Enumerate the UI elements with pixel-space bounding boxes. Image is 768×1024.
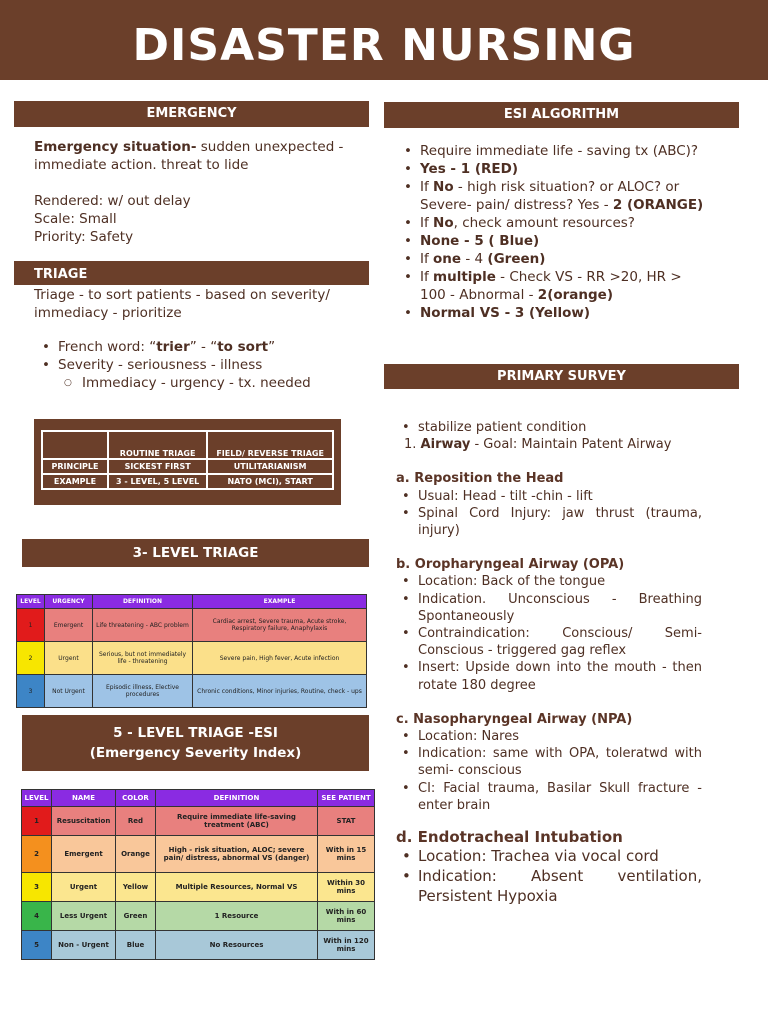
three-level-header: 3- LEVEL TRIAGE: [22, 539, 369, 567]
definition-cell: Episodic illness, Elective procedures: [93, 675, 193, 708]
list-item: • Location: Trachea via vocal cord: [396, 846, 702, 866]
triage-compare-table: [34, 419, 341, 505]
list-item: • Indication: Absent ventilation, Persistent Hypoxia: [396, 866, 702, 906]
esi-item: • Yes - 1 (RED): [398, 160, 704, 178]
table-row: [22, 807, 375, 836]
triage-french: • French word: “trier” - “to sort”: [36, 338, 354, 356]
list-item: • Usual: Head - tilt -chin - lift: [396, 488, 702, 505]
name-cell: Less Urgent: [52, 902, 116, 931]
color-cell: Red: [116, 807, 156, 836]
section-d-title: d. Endotracheal Intubation: [396, 828, 623, 847]
section-c-list: [396, 728, 702, 814]
table-row: PRINCIPLE SICKEST FIRST UTILITARIANISM: [42, 459, 333, 474]
example-cell: Chronic conditions, Minor injuries, Routine, check - ups: [193, 675, 367, 708]
triage-severity: • Severity - seriousness - illness: [36, 356, 354, 374]
emergency-term: Emergency situation-: [34, 139, 197, 155]
triage-header: [14, 261, 369, 285]
see-patient-cell: With in 60 mins: [318, 902, 375, 931]
title-banner: [0, 0, 768, 80]
table-row: [22, 931, 375, 960]
triage-immediacy: ○ Immediacy - urgency - tx. needed: [60, 374, 354, 392]
section-d-list: [396, 846, 702, 906]
section-a-list: [396, 488, 702, 540]
see-patient-cell: STAT: [318, 807, 375, 836]
esi-item: • If multiple - Check VS - RR >20, HR > 100 - Abnormal - 2(orange): [398, 268, 704, 304]
table-row: EXAMPLE 3 - LEVEL, 5 LEVEL NATO (MCI), START: [42, 474, 333, 489]
definition-cell: Multiple Resources, Normal VS: [156, 873, 318, 902]
level-cell: 2: [17, 642, 45, 675]
stabilize-item: • stabilize patient condition: [396, 419, 702, 436]
definition-cell: Life threatening - ABC problem: [93, 609, 193, 642]
see-patient-cell: With in 15 mins: [318, 836, 375, 873]
table-row: [22, 873, 375, 902]
color-cell: Blue: [116, 931, 156, 960]
three-level-table: LEVEL URGENCY DEFINITION EXAMPLE 1 Emergent Life threatening - ABC problem Cardiac arrest, Severe trauma, Acute stroke, Respiratory failure, Anaphylaxis 2 Urgent Serious, but not immediately life - threatening Severe pain, High fever, Acute infection 3 Not Urgent Episodic illness, Elective procedures Chronic conditions, Minor injuries, Routine, check - ups: [16, 594, 367, 708]
list-item: • Contraindication: Conscious/ Semi- Conscious - triggered gag reflex: [396, 625, 702, 659]
page-title: DISASTER NURSING: [132, 20, 636, 71]
esi-item: • Normal VS - 3 (Yellow): [398, 304, 704, 322]
list-item: • Indication. Unconscious - Breathing Spontaneously: [396, 591, 702, 625]
table-row: [17, 642, 367, 675]
color-cell: Green: [116, 902, 156, 931]
triage-body: [34, 286, 354, 392]
esi-item: • If No - high risk situation? or ALOC? or Severe- pain/ distress? Yes - 2 (ORANGE): [398, 178, 704, 214]
emergency-rendered: Rendered: w/ out delay: [34, 193, 191, 209]
five-level-table: LEVEL NAME COLOR DEFINITION SEE PATIENT 1 Resuscitation Red Require immediate life-saving treatment (ABC) STAT 2 Emergent Orange High - risk situation, ALOC; severe pain/ distress, abnormal VS (danger) With in 15 mins 3 Urgent Yellow Multiple Resources, Normal VS Within 30 mins 4 Less Urgent Green 1 Resource With in 60 mins 5 Non - Urgent Blue No Resources With in 120 mins: [21, 789, 375, 960]
definition-cell: High - risk situation, ALOC; severe pain/ distress, abnormal VS (danger): [156, 836, 318, 873]
color-cell: Orange: [116, 836, 156, 873]
level-cell: 5: [22, 931, 52, 960]
primary-survey-header: PRIMARY SURVEY: [384, 364, 739, 389]
urgency-cell: Urgent: [45, 642, 93, 675]
level-cell: 3: [17, 675, 45, 708]
definition-cell: Serious, but not immediately life - threatening: [93, 642, 193, 675]
list-item: • Location: Back of the tongue: [396, 573, 702, 590]
section-c-title: c. Nasopharyngeal Airway (NPA): [396, 711, 633, 727]
name-cell: Emergent: [52, 836, 116, 873]
esi-list: [398, 142, 704, 322]
table-row: [17, 675, 367, 708]
section-b-list: [396, 573, 702, 693]
esi-item: • If one - 4 (Green): [398, 250, 704, 268]
primary-survey-body: [396, 419, 702, 906]
table-row: [22, 902, 375, 931]
emergency-priority: Priority: Safety: [34, 229, 134, 245]
emergency-body: [34, 138, 354, 246]
triage-header-label: TRIAGE: [34, 267, 88, 282]
section-b-title: b. Oropharyngeal Airway (OPA): [396, 557, 625, 573]
table-row: ROUTINE TRIAGE FIELD/ REVERSE TRIAGE: [42, 431, 333, 459]
name-cell: Resuscitation: [52, 807, 116, 836]
see-patient-cell: Within 30 mins: [318, 873, 375, 902]
level-cell: 2: [22, 836, 52, 873]
level-cell: 1: [22, 807, 52, 836]
example-cell: Severe pain, High fever, Acute infection: [193, 642, 367, 675]
name-cell: Non - Urgent: [52, 931, 116, 960]
five-level-header: 5 - LEVEL TRIAGE -ESI (Emergency Severity Index): [22, 715, 369, 771]
esi-item: • None - 5 ( Blue): [398, 232, 704, 250]
example-cell: Cardiac arrest, Severe trauma, Acute stroke, Respiratory failure, Anaphylaxis: [193, 609, 367, 642]
color-cell: Yellow: [116, 873, 156, 902]
definition-cell: Require immediate life-saving treatment (ABC): [156, 807, 318, 836]
see-patient-cell: With in 120 mins: [318, 931, 375, 960]
level-cell: 1: [17, 609, 45, 642]
esi-item: • Require immediate life - saving tx (ABC)?: [398, 142, 704, 160]
level-cell: 4: [22, 902, 52, 931]
definition-cell: No Resources: [156, 931, 318, 960]
definition-cell: 1 Resource: [156, 902, 318, 931]
section-a-title: a. Reposition the Head: [396, 471, 564, 487]
airway-line: 1. Airway - Goal: Maintain Patent Airway: [404, 437, 672, 453]
esi-header: ESI ALGORITHM: [384, 102, 739, 128]
urgency-cell: Emergent: [45, 609, 93, 642]
level-cell: 3: [22, 873, 52, 902]
list-item: • Location: Nares: [396, 728, 702, 745]
list-item: • CI: Facial trauma, Basilar Skull fracture - enter brain: [396, 780, 702, 814]
urgency-cell: Not Urgent: [45, 675, 93, 708]
triage-list: [36, 338, 354, 374]
list-item: • Spinal Cord Injury: jaw thrust (trauma, injury): [396, 505, 702, 539]
emergency-scale: Scale: Small: [34, 211, 117, 227]
triage-sublist: [60, 374, 354, 392]
table-row: [17, 609, 367, 642]
list-item: • Insert: Upside down into the mouth - then rotate 180 degree: [396, 659, 702, 693]
esi-item: • If No, check amount resources?: [398, 214, 704, 232]
list-item: • Indication: same with OPA, toleratwd with semi- conscious: [396, 745, 702, 779]
name-cell: Urgent: [52, 873, 116, 902]
table-row: [22, 836, 375, 873]
emergency-header-label: EMERGENCY: [146, 106, 237, 121]
emergency-definition: Emergency situation- sudden unexpected - immediate action. threat to lide: [34, 139, 344, 173]
emergency-header: [14, 101, 369, 127]
triage-definition: Triage - to sort patients - based on severity/ immediacy - prioritize: [34, 287, 330, 321]
